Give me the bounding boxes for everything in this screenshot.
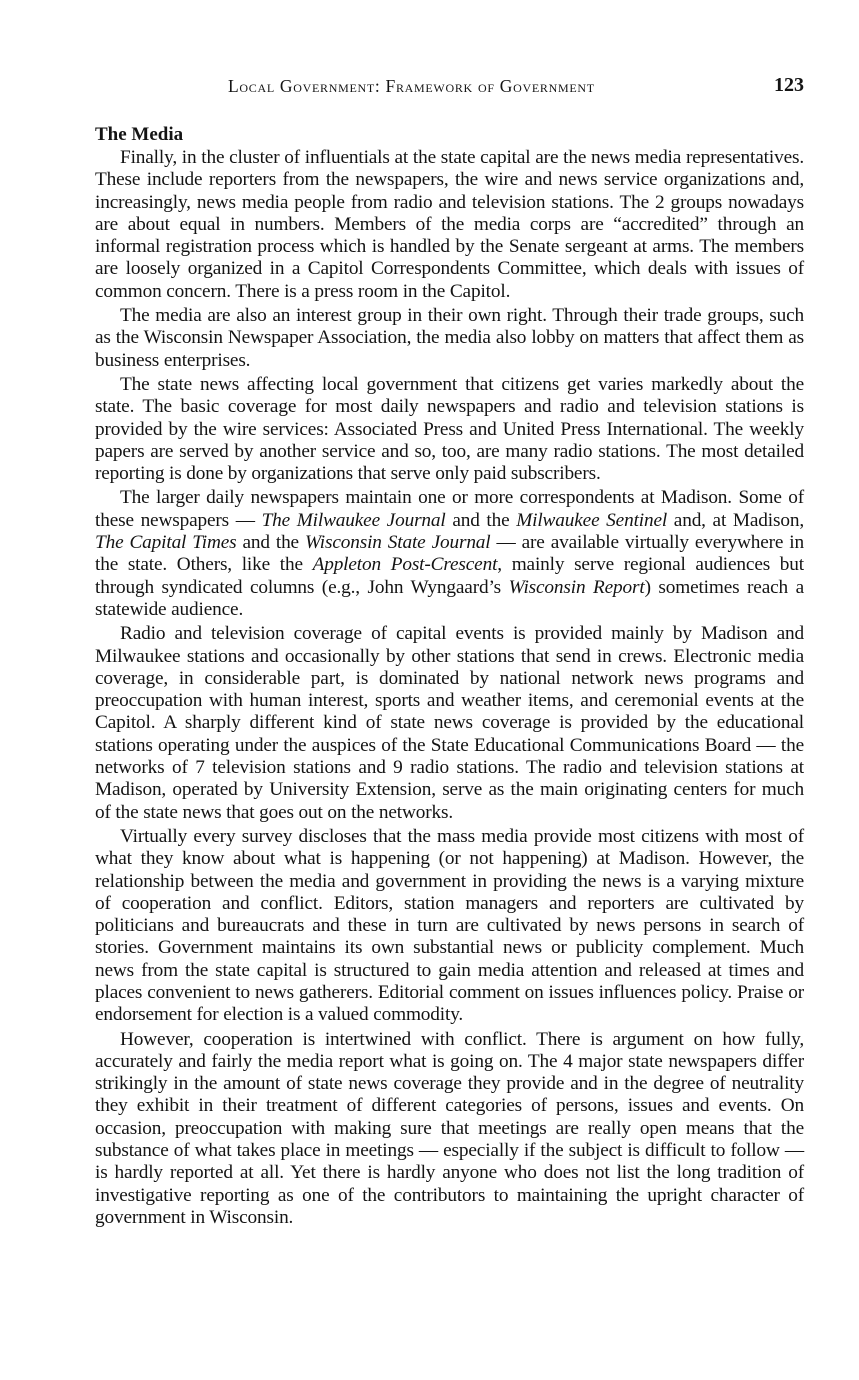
text-run: and, at Madison, [667, 509, 804, 531]
paragraph [95, 305, 804, 372]
paragraph [95, 487, 804, 621]
running-head-title: Local Government: Framework of Government [228, 76, 595, 96]
paragraph [95, 623, 804, 824]
text-run: Finally, in the cluster of influentials at the state capital are the news media representatives. These include reporters from the newspapers, the wire and news service organizations and, increasingly, news media people from radio and television stations. The 2 groups nowadays are about equal in numbers. Members of the media corps are “accredited” through an informal registration process which is handled by the Senate sergeant at arms. The members are loosely organized in a Capitol Correspondents Committee, which deals with issues of common concern. There is a press room in the Capitol. [95, 147, 804, 302]
text-run: — are available virtually everywhere in the state. Others, like the [95, 532, 804, 576]
text-run: Radio and television coverage of capital events is provided mainly by Madison and Milwaukee stations and occasionally by other stations that send in crews. Electronic media coverage, in considerable part, is dominated by national network news programs and preoccupation with human interest, sports and weather items, and ceremonial events at the Capitol. A sharply different kind of state news coverage is provided by the educational stations operating under the auspices of the State Educational Communications Board — the networks of 7 television stations and 9 radio stations. The radio and television stations at Madison, operated by University Extension, serve as the main originating centers for much of the state news that goes out on the networks. [95, 623, 804, 823]
paragraph [95, 147, 804, 303]
italic-title: Wisconsin Report [508, 576, 645, 598]
paragraph [95, 1029, 804, 1230]
text-run: and the [445, 509, 517, 531]
italic-title: The Capital Times [95, 532, 237, 554]
text-run: The larger daily newspapers maintain one or more correspondents at Madison. Some of these newspapers — [95, 487, 804, 531]
text-run: The state news affecting local government that citizens get varies markedly about the state. The basic coverage for most daily newspapers and radio and television stations is provided by the wire services: Associated Press and United Press International. The weekly papers are served by another service and so, too, are many radio stations. The most detailed reporting is done by organizations that serve only paid subscribers. [95, 373, 804, 485]
text-run: The media are also an interest group in their own right. Through their trade groups, such as the Wisconsin Newspaper Association, the media also lobby on matters that affect them as business enterprises. [95, 305, 804, 371]
section-heading: The Media [95, 124, 184, 145]
page-body [95, 124, 804, 1231]
paragraph [95, 374, 804, 485]
running-head [95, 74, 804, 100]
paragraph [95, 826, 804, 1027]
text-run: However, cooperation is intertwined with conflict. There is argument on how fully, accurately and fairly the media report what is going on. The 4 major state newspapers differ strikingly in the amount of state news coverage they provide and in the degree of neutrality they exhibit in their treatment of different categories of persons, issues and events. On occasion, preoccupation with making sure that meetings are really open means that the substance of what takes place in meetings — especially if the subject is difficult to follow — is hardly reported at all. Yet there is hardly anyone who does not list the long tradition of investigative reporting as one of the contributors to maintaining the upright character of government in Wisconsin. [95, 1028, 804, 1228]
text-run: ) sometimes reach a statewide audience. [95, 576, 804, 620]
text-run: and the [236, 532, 305, 554]
text-run: Virtually every survey discloses that the mass media provide most citizens with most of what they know about what is happening (or not happening) at Madison. However, the relationship between the media and government in providing the news is a varying mixture of cooperation and conflict. Editors, station managers and reporters are cultivated by politicians and bureaucrats and these in turn are cultivated by news persons in search of stories. Government maintains its own substantial news or publicity complement. Much news from the state capital is structured to gain media attention and released at times and places convenient to news gatherers. Editorial comment on issues influences policy. Praise or endorsement for election is a valued commodity. [95, 825, 804, 1026]
italic-title: Milwaukee Sentinel [516, 509, 668, 531]
italic-title: Wisconsin State Journal [304, 532, 491, 554]
italic-title: The Milwaukee Journal [261, 509, 446, 531]
italic-title: Appleton Post-Crescent [312, 554, 498, 576]
page-number: 123 [774, 74, 804, 96]
text-run: , mainly serve regional audiences but through syndicated columns (e.g., John Wyngaard’s [95, 554, 804, 598]
